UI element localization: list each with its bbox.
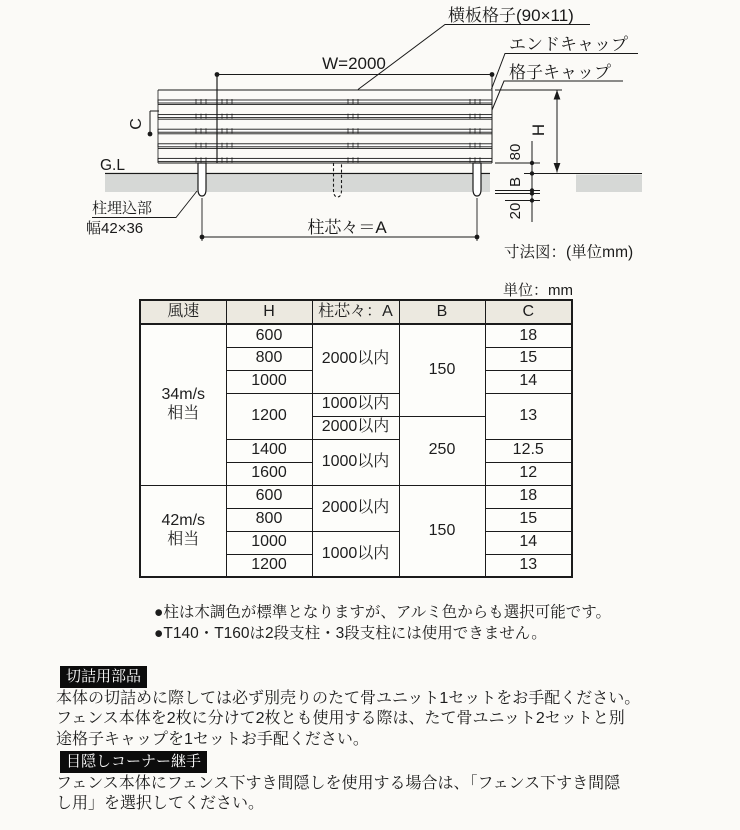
note-line: ●柱は木調色が標準となりますが、アルミ色からも選択可能です。 — [154, 604, 612, 621]
cell-h: 1000 — [226, 531, 312, 554]
cell-c: 18 — [485, 485, 572, 508]
cell-h: 1200 — [226, 393, 312, 439]
cell-h: 800 — [226, 508, 312, 531]
post-embed-label-2: 幅42×36 — [86, 220, 144, 237]
ground-strip-right — [576, 175, 642, 193]
body-line: し用」を選択してください。 — [56, 795, 265, 813]
cell-c: 15 — [485, 347, 572, 370]
cell-a: 1000以内 — [312, 393, 399, 416]
c-dim-dot — [148, 132, 153, 137]
w-dim-dot-left — [215, 72, 220, 77]
dim-b-label: B — [507, 176, 524, 188]
dim-80-dot-top — [530, 161, 534, 165]
ground-strip-left — [105, 175, 490, 193]
section-body-corner-joint — [56, 774, 716, 815]
h-arrow-top — [554, 90, 561, 100]
cell-h: 800 — [226, 347, 312, 370]
cell-c: 12.5 — [485, 439, 572, 462]
body-line: フェンス本体にフェンス下すき間隠しを使用する場合は、「フェンス下すき間隠 — [56, 775, 621, 792]
cell-a: 2000以内 — [312, 324, 399, 393]
section-title-corner-joint: 目隠しコーナー継手 — [60, 751, 207, 773]
cell-c: 13 — [485, 554, 572, 577]
section-body-cut-parts — [56, 689, 716, 750]
dim-80-label: 80 — [507, 143, 524, 161]
cell-h: 600 — [226, 485, 312, 508]
c-dim-label: C — [128, 118, 145, 130]
gl-label: G.L — [100, 157, 125, 174]
cell-b: 150 — [399, 324, 485, 416]
cell-h: 1000 — [226, 370, 312, 393]
col-header-c: C — [485, 300, 572, 324]
body-line: フェンス本体を2枚に分けて2枚とも使用する際は、たて骨ユニット2セットと別 — [56, 710, 625, 728]
col-header-a: 柱芯々：A — [312, 300, 399, 324]
unit-label: 単位：mm — [503, 282, 573, 299]
cell-a: 1000以内 — [312, 439, 399, 485]
post-pitch-label: 柱芯々＝A — [307, 218, 387, 237]
table-row — [140, 485, 572, 508]
end-cap-label: エンドキャップ — [509, 35, 628, 54]
note-line: ●T140・T160は2段支柱・3段支柱には使用できません。 — [154, 624, 547, 642]
a-dim-dot-left — [200, 235, 205, 240]
h-dim-label: H — [529, 123, 548, 137]
post-embed-label-1: 柱埋込部 — [92, 200, 153, 217]
cell-b: 250 — [399, 416, 485, 485]
cell-a: 2000以内 — [312, 485, 399, 531]
cell-h: 1400 — [226, 439, 312, 462]
col-header-b: B — [399, 300, 485, 324]
h-arrow-bottom — [554, 163, 561, 173]
cell-a: 1000以内 — [312, 531, 399, 577]
dim-20-label: 20 — [507, 202, 524, 220]
right-post — [473, 163, 481, 196]
body-line: 本体の切詰めに際しては必ず別売りのたて骨ユニット1セットをお手配ください。 — [56, 690, 641, 707]
left-post — [198, 163, 206, 196]
cell-h: 1600 — [226, 462, 312, 485]
dim-20-dot-top — [530, 191, 534, 195]
col-header-h: H — [226, 300, 312, 324]
cell-b: 150 — [399, 485, 485, 577]
table-row — [140, 324, 572, 347]
section-title-cut-parts: 切詰用部品 — [60, 666, 147, 688]
cell-c: 14 — [485, 531, 572, 554]
a-dim-dot-right — [475, 235, 480, 240]
cell-c: 18 — [485, 324, 572, 347]
fence-boards — [158, 90, 492, 162]
spec-table — [139, 299, 573, 578]
cell-h: 1200 — [226, 554, 312, 577]
notes — [154, 603, 611, 644]
lattice-cap-label: 格子キャップ — [509, 63, 611, 82]
col-header-wind: 風速 — [140, 300, 226, 324]
cell-c: 12 — [485, 462, 572, 485]
dimension-diagram — [0, 0, 740, 272]
cell-c: 15 — [485, 508, 572, 531]
board-label: 横板格子(90×11) — [448, 6, 574, 25]
cell-c: 13 — [485, 393, 572, 439]
cell-wind-34: 34m/s 相当 — [140, 324, 226, 485]
table-header-row — [140, 300, 572, 324]
cell-wind-42: 42m/s 相当 — [140, 485, 226, 577]
cell-a: 2000以内 — [312, 416, 399, 439]
diagram-caption: 寸法図：(単位mm) — [504, 244, 634, 261]
w-dim-label: W=2000 — [322, 54, 386, 73]
cell-h: 600 — [226, 324, 312, 347]
cell-c: 14 — [485, 370, 572, 393]
body-line: 途格子キャップを1セットお手配ください。 — [56, 730, 369, 748]
